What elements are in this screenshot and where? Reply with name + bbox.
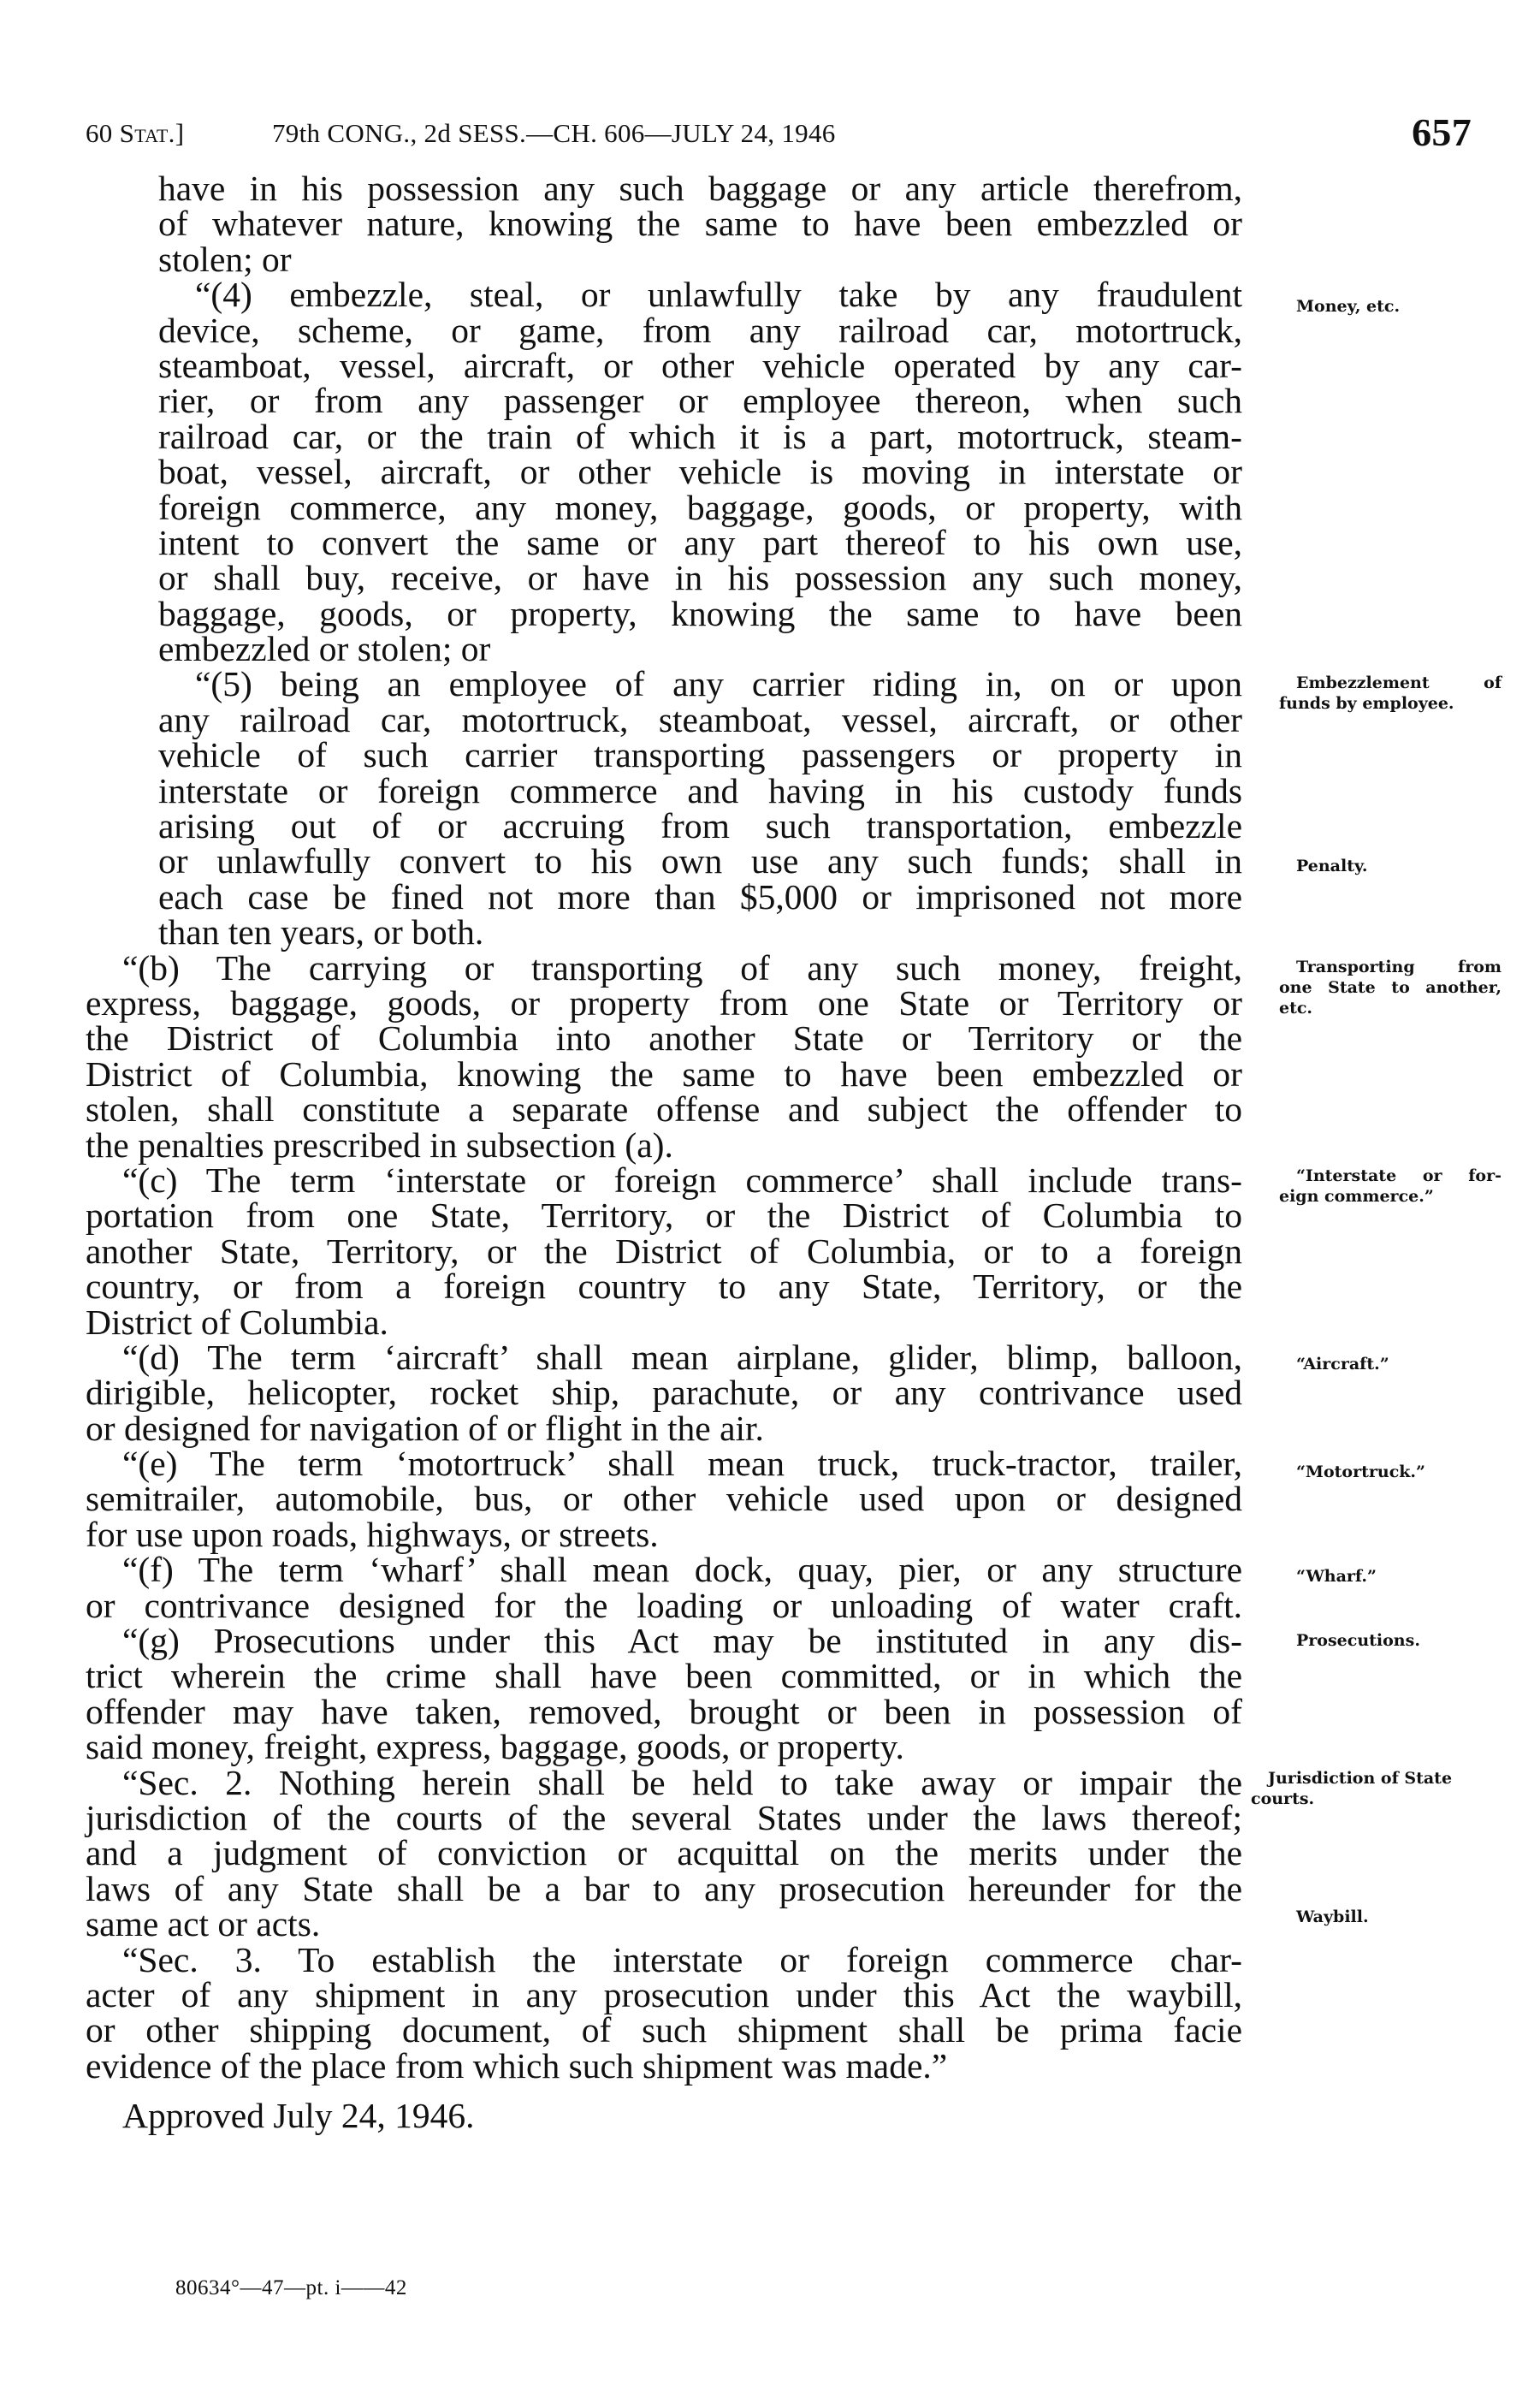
margin-note-money <box>1279 296 1502 317</box>
margin-note-line: eign commerce.” <box>1279 1187 1434 1206</box>
body-line: steamboat, vessel, aircraft, or other vehicle operated by any car- <box>158 345 1242 385</box>
body-line: “(d) The term ‘aircraft’ shall mean airplane, glider, blimp, balloon, <box>122 1337 1242 1377</box>
body-line: or contrivance designed for the loading or unloading of water craft. <box>86 1585 1242 1625</box>
body-line: country, or from a foreign country to any State, Territory, or the <box>86 1267 1242 1307</box>
body-line: or shall buy, receive, or have in his possession any such money, <box>158 558 1242 598</box>
margin-note-line: Embezzlement of <box>1296 673 1502 692</box>
body-line: “(c) The term ‘interstate or foreign commerce’ shall include trans- <box>122 1160 1242 1200</box>
approval-date: Approved July 24, 1946. <box>122 2096 475 2135</box>
margin-note-line: Jurisdiction of State <box>1268 1769 1453 1788</box>
margin-note-penalty <box>1279 856 1502 876</box>
body-line: “(b) The carrying or transporting of any such money, freight, <box>122 947 1242 988</box>
body-line: boat, vessel, aircraft, or other vehicle is moving in interstate or <box>158 452 1242 492</box>
body-line: dirigible, helicopter, rocket ship, parachute, or any contrivance used <box>86 1373 1242 1413</box>
body-line: vehicle of such carrier transporting passengers or property in <box>158 735 1242 775</box>
page-number: 657 <box>1412 110 1472 154</box>
margin-note-line: Waybill. <box>1296 1908 1369 1926</box>
body-line: or other shipping document, of such shipment shall be prima facie <box>86 2010 1242 2050</box>
printer-footer: 80634°—47—pt. i——42 <box>175 2276 407 2299</box>
body-line: “(e) The term ‘motortruck’ shall mean truck, truck-tractor, trailer, <box>122 1444 1242 1484</box>
body-line: for use upon roads, highways, or streets. <box>86 1514 659 1554</box>
body-line: foreign commerce, any money, baggage, goods, or property, with <box>158 487 1242 527</box>
header-session: 79th CONG., 2d SESS.—CH. 606—JULY 24, 1946 <box>272 118 836 148</box>
body-line: trict wherein the crime shall have been committed, or in which the <box>86 1656 1242 1696</box>
body-line: arising out of or accruing from such transportation, embezzle <box>158 806 1242 846</box>
body-line: evidence of the place from which such shipment was made.” <box>86 2045 948 2086</box>
margin-note-line: “Interstate or for- <box>1296 1166 1502 1185</box>
margin-note-aircraft <box>1279 1354 1502 1374</box>
header-volume: 60 Stat.] <box>86 118 185 148</box>
body-line: than ten years, or both. <box>158 912 484 952</box>
margin-note-line: “Aircraft.” <box>1296 1355 1389 1374</box>
body-line: have in his possession any such baggage or any article therefrom, <box>158 169 1242 208</box>
body-line: stolen, shall constitute a separate offense and subject the offender to <box>86 1089 1242 1130</box>
body-line: acter of any shipment in any prosecution under this Act the waybill, <box>86 1974 1242 2014</box>
margin-note-line: “Wharf.” <box>1296 1567 1377 1586</box>
body-line: each case be fined not more than $5,000 or imprisoned not more <box>158 876 1242 917</box>
body-line: express, baggage, goods, or property from one State or Territory or <box>86 982 1242 1023</box>
margin-note-interstate <box>1279 1166 1502 1207</box>
body-line: “Sec. 3. To establish the interstate or foreign commerce char- <box>122 1939 1242 1979</box>
statute-body <box>86 171 1242 2084</box>
body-line: interstate or foreign commerce and having in his custody funds <box>158 770 1242 810</box>
body-line: “(4) embezzle, steal, or unlawfully take by any fraudulent <box>195 275 1242 315</box>
margin-note-embezzlement <box>1279 673 1502 714</box>
body-line: “Sec. 2. Nothing herein shall be held to take away or impair the <box>122 1762 1242 1802</box>
margin-note-line: funds by employee. <box>1279 694 1454 713</box>
body-line: another State, Territory, or the District of Columbia, or to a foreign <box>86 1231 1242 1271</box>
body-line: railroad car, or the train of which it is a part, motortruck, steam- <box>158 416 1242 456</box>
body-line: semitrailer, automobile, bus, or other vehicle used upon or designed <box>86 1479 1242 1519</box>
body-line: jurisdiction of the courts of the several States under the laws thereof; <box>86 1797 1242 1837</box>
body-line: device, scheme, or game, from any railroad car, motortruck, <box>158 310 1242 350</box>
margin-note-prosecutions <box>1279 1630 1502 1651</box>
body-line: offender may have taken, removed, brought or been in possession of <box>86 1691 1242 1731</box>
body-line: the penalties prescribed in subsection (a). <box>86 1124 673 1165</box>
body-line: “(f) The term ‘wharf’ shall mean dock, quay, pier, or any structure <box>122 1550 1242 1590</box>
body-line: District of Columbia, knowing the same to have been embezzled or <box>86 1053 1242 1094</box>
body-line: the District of Columbia into another State or Territory or the <box>86 1018 1242 1059</box>
body-line: “(g) Prosecutions under this Act may be instituted in any dis- <box>122 1621 1242 1661</box>
body-line: of whatever nature, knowing the same to have been embezzled or <box>158 204 1242 244</box>
body-line: stolen; or <box>158 239 292 279</box>
margin-note-line: Transporting from <box>1296 958 1502 976</box>
margin-note-jurisdiction <box>1251 1768 1473 1809</box>
margin-note-wharf <box>1279 1566 1502 1587</box>
body-line: said money, freight, express, baggage, goods, or property. <box>86 1727 904 1767</box>
body-line: District of Columbia. <box>86 1302 388 1342</box>
body-line: same act or acts. <box>86 1904 321 1944</box>
body-line: or designed for navigation of or flight in the air. <box>86 1408 764 1448</box>
margin-note-line: etc. <box>1279 999 1313 1018</box>
body-line: portation from one State, Territory, or the District of Columbia to <box>86 1196 1242 1236</box>
margin-note-line: one State to another, <box>1279 978 1502 997</box>
margin-note-line: Money, etc. <box>1296 297 1401 316</box>
margin-note-line: Penalty. <box>1296 857 1368 875</box>
margin-note-transporting <box>1279 957 1502 1018</box>
body-line: intent to convert the same or any part thereof to his own use, <box>158 522 1242 562</box>
margin-note-motortruck <box>1279 1462 1502 1482</box>
body-line: and a judgment of conviction or acquittal on the merits under the <box>86 1833 1242 1873</box>
body-line: laws of any State shall be a bar to any prosecution hereunder for the <box>86 1868 1242 1908</box>
margin-note-waybill <box>1279 1907 1502 1927</box>
body-line: rier, or from any passenger or employee thereon, when such <box>158 381 1242 421</box>
body-line: embezzled or stolen; or <box>158 629 491 669</box>
margin-note-line: “Motortruck.” <box>1296 1463 1425 1481</box>
body-line: or unlawfully convert to his own use any such funds; shall in <box>158 841 1242 881</box>
body-line: any railroad car, motortruck, steamboat, vessel, aircraft, or other <box>158 699 1242 739</box>
margin-note-line: courts. <box>1251 1789 1315 1808</box>
margin-note-line: Prosecutions. <box>1296 1631 1420 1650</box>
body-line: “(5) being an employee of any carrier riding in, on or upon <box>195 664 1242 704</box>
body-line: baggage, goods, or property, knowing the same to have been <box>158 593 1242 633</box>
